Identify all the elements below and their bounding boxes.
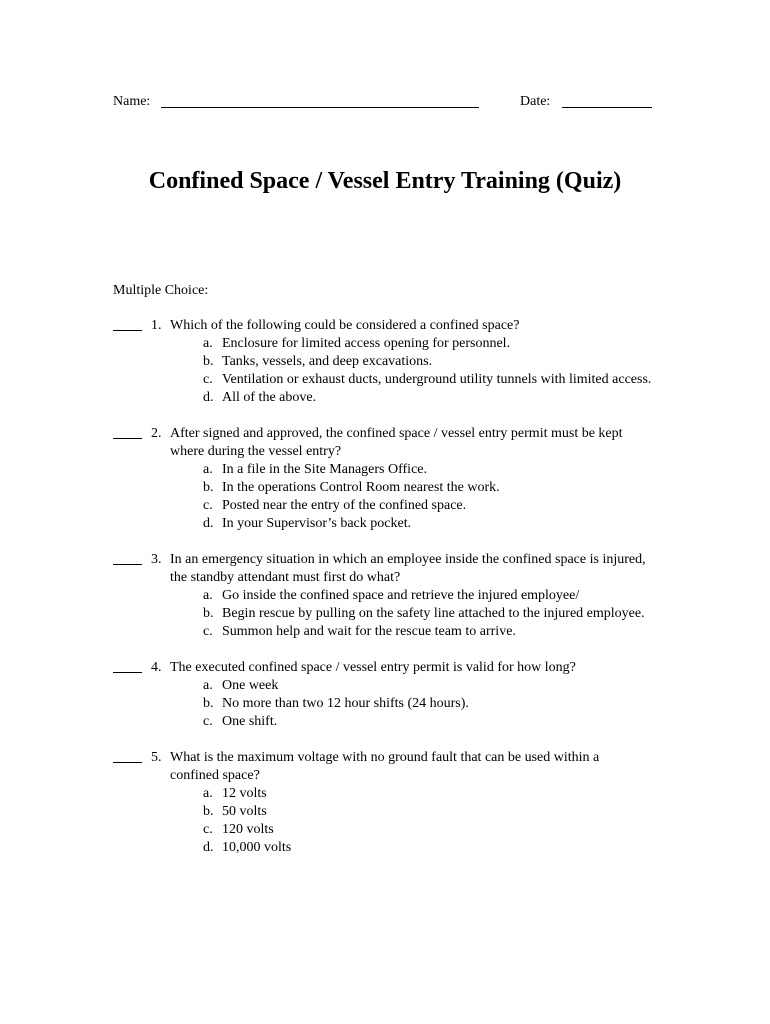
answer-option: [203, 695, 652, 713]
option-text: In a file in the Site Managers Office.: [222, 462, 428, 477]
answer-option: [203, 497, 652, 515]
question-text: The executed confined space / vessel entry permit is valid for how long?: [170, 660, 576, 675]
option-list: [113, 677, 653, 731]
answer-option: [203, 335, 652, 353]
option-text: No more than two 12 hour shifts (24 hours).: [222, 696, 469, 711]
option-text: Go inside the confined space and retrieve the injured employee/: [222, 588, 580, 603]
answer-option: [203, 461, 652, 479]
option-letter: a.: [203, 786, 213, 801]
answer-option: [203, 389, 652, 407]
option-letter: c.: [203, 714, 213, 729]
option-letter: d.: [203, 840, 214, 855]
option-list: [113, 587, 653, 641]
answer-blank[interactable]: [113, 438, 142, 439]
option-text: One shift.: [222, 714, 278, 729]
question-text: Which of the following could be considered a confined space?: [170, 318, 520, 333]
question-number: 5.: [151, 750, 162, 765]
option-text: Enclosure for limited access opening for personnel.: [222, 336, 511, 351]
option-letter: c.: [203, 822, 213, 837]
answer-option: [203, 605, 652, 623]
option-letter: a.: [203, 336, 213, 351]
date-field[interactable]: [562, 107, 652, 108]
header-row: [113, 93, 653, 113]
answer-blank[interactable]: [113, 330, 142, 331]
option-text: 12 volts: [222, 786, 267, 801]
question-2: [113, 425, 653, 533]
answer-option: [203, 713, 652, 731]
question-5: [113, 749, 653, 857]
question-list: [113, 317, 653, 875]
answer-option: [203, 785, 652, 803]
answer-blank[interactable]: [113, 762, 142, 763]
answer-option: [203, 821, 652, 839]
page-title: Confined Space / Vessel Entry Training (Quiz): [148, 168, 622, 194]
option-text: Posted near the entry of the confined space.: [222, 498, 467, 513]
option-letter: b.: [203, 804, 214, 819]
answer-blank[interactable]: [113, 564, 142, 565]
answer-option: [203, 371, 652, 389]
option-text: All of the above.: [222, 390, 317, 405]
question-1: [113, 317, 653, 407]
option-text: One week: [222, 678, 279, 693]
question-text: After signed and approved, the confined space / vessel entry permit must be kept where during the vessel entry?: [170, 426, 623, 459]
question-number: 3.: [151, 552, 162, 567]
option-text: Begin rescue by pulling on the safety line attached to the injured employee.: [222, 606, 645, 621]
option-list: [113, 785, 653, 857]
option-letter: a.: [203, 588, 213, 603]
answer-option: [203, 803, 652, 821]
option-letter: c.: [203, 372, 213, 387]
answer-option: [203, 623, 652, 641]
answer-option: [203, 839, 652, 857]
name-field[interactable]: [161, 107, 479, 108]
option-letter: a.: [203, 678, 213, 693]
option-letter: d.: [203, 516, 214, 531]
date-label: Date:: [520, 94, 551, 109]
question-text: In an emergency situation in which an employee inside the confined space is injured, the standby attendant must first do what?: [170, 552, 646, 585]
option-list: [113, 461, 653, 533]
answer-option: [203, 353, 652, 371]
option-letter: b.: [203, 480, 214, 495]
answer-option: [203, 587, 652, 605]
section-label: Multiple Choice:: [113, 283, 209, 298]
question-4: [113, 659, 653, 731]
option-text: 10,000 volts: [222, 840, 292, 855]
option-text: 50 volts: [222, 804, 267, 819]
option-list: [113, 335, 653, 407]
option-text: In the operations Control Room nearest the work.: [222, 480, 500, 495]
option-letter: d.: [203, 390, 214, 405]
option-letter: c.: [203, 624, 213, 639]
question-3: [113, 551, 653, 641]
option-letter: a.: [203, 462, 213, 477]
question-number: 1.: [151, 318, 162, 333]
option-text: Tanks, vessels, and deep excavations.: [222, 354, 433, 369]
option-text: In your Supervisor’s back pocket.: [222, 516, 412, 531]
option-text: Summon help and wait for the rescue team to arrive.: [222, 624, 516, 639]
name-label: Name:: [113, 94, 151, 109]
option-letter: b.: [203, 354, 214, 369]
answer-blank[interactable]: [113, 672, 142, 673]
option-text: Ventilation or exhaust ducts, underground utility tunnels with limited access.: [222, 372, 652, 387]
question-text: What is the maximum voltage with no ground fault that can be used within a confined space?: [170, 750, 600, 783]
option-letter: b.: [203, 696, 214, 711]
answer-option: [203, 677, 652, 695]
question-number: 4.: [151, 660, 162, 675]
option-text: 120 volts: [222, 822, 274, 837]
option-letter: c.: [203, 498, 213, 513]
question-number: 2.: [151, 426, 162, 441]
option-letter: b.: [203, 606, 214, 621]
answer-option: [203, 515, 652, 533]
answer-option: [203, 479, 652, 497]
